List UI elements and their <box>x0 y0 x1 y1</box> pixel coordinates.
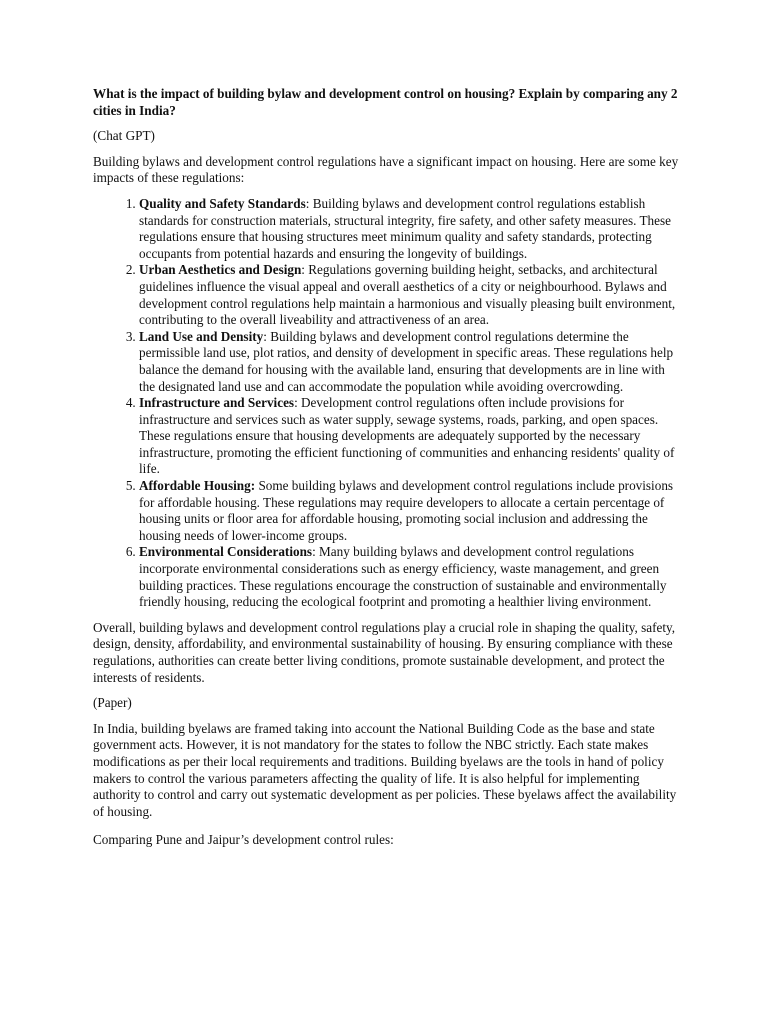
impact-title: Quality and Safety Standards <box>139 195 306 211</box>
impact-text: Building bylaws and development control regulations establish standards for construction materials, structural integrity, fire safety, and other safety measures. These regulations ensure that housing structures meet minimum quality and safety standards, protecting occupants from potential hazards and ensuring the longevity of buildings. <box>139 195 671 261</box>
paper-paragraph: In India, building byelaws are framed taking into account the National Building Code as the base and state government acts. However, it is not mandatory for the states to follow the NBC strictly. Each state makes modifications as per their local requirements and traditions. Building byelaws are the tools in hand of policy makers to control the various parameters affecting the quality of life. It is also helpful for implementing authority to control and carry out systematic development as per policies. These byelaws affect the availability of housing. <box>93 720 677 819</box>
impact-title: Land Use and Density <box>139 328 264 344</box>
impact-title-separator: : <box>312 544 316 560</box>
impact-text: Many building bylaws and development control regulations incorporate environmental considerations such as energy efficiency, waste management, and green building practices. These regulations encourage the construction of sustainable and environmentally friendly housing, reducing the ecological footprint and promoting a healthier living environment. <box>139 544 667 610</box>
overall-paragraph: Overall, building bylaws and development control regulations play a crucial role in shaping the quality, safety, design, density, affordability, and environmental sustainability of housing. By ensuring compliance with these regulations, authorities can create better living conditions, promote sustainable development, and protect the interests of residents. <box>93 619 676 685</box>
impact-text: Building bylaws and development control regulations determine the permissible land use, plot ratios, and density of development in specific areas. These regulations help balance the demand for housing with the available land, ensuring that developments are in line with the designated land use and can accommodate the population while avoiding overcrowding. <box>139 328 674 394</box>
impact-title-separator: : <box>263 328 267 344</box>
impact-title: Environmental Considerations <box>139 544 313 560</box>
impact-title-separator: : <box>305 195 310 211</box>
impact-item-quality <box>139 196 681 262</box>
intro-paragraph: Building bylaws and development control regulations have a significant impact on housing. Here are some key impacts of these regulations: <box>93 153 679 186</box>
source-label-chat: (Chat GPT) <box>93 128 155 144</box>
impact-item-aesthetics <box>139 262 681 328</box>
impact-item-infrastructure <box>139 395 681 478</box>
impact-title: Urban Aesthetics and Design <box>139 262 302 278</box>
impact-title-separator: : <box>301 262 305 278</box>
question-heading: What is the impact of building bylaw and development control on housing? Explain by comparing any 2 cities in India? <box>93 86 678 118</box>
impact-item-land-use <box>139 329 681 395</box>
impact-title: Infrastructure and Services <box>139 395 295 411</box>
impact-title-separator: : <box>294 395 298 411</box>
impact-text: Development control regulations often include provisions for infrastructure and services such as water supply, sewage systems, roads, parking, and open spaces. These regulations ensure that housing developments are adequately supported by the necessary infrastructure, promoting the efficient functioning of communities and enhancing residents' quality of life. <box>139 395 675 477</box>
comparing-line: Comparing Pune and Jaipur’s development control rules: <box>93 832 394 848</box>
impact-item-environmental <box>139 544 681 610</box>
impacts-list <box>93 196 681 611</box>
impact-text: Some building bylaws and development control regulations include provisions for affordable housing. These regulations may require developers to allocate a certain percentage of housing units or floor area for affordable housing, promoting social inclusion and addressing the housing needs of lower-income groups. <box>139 478 674 543</box>
document-page <box>93 86 681 858</box>
impact-text: Regulations governing building height, setbacks, and architectural guidelines influence the visual appeal and overall aesthetics of a city or neighbourhood. Bylaws and development control regulations help maintain a harmonious and visually pleasing built environment, contributing to the overall liveability and attractiveness of an area. <box>139 262 676 328</box>
impact-item-affordable <box>139 478 681 544</box>
impact-title: Affordable Housing: <box>139 478 256 494</box>
source-label-paper: (Paper) <box>93 695 132 711</box>
